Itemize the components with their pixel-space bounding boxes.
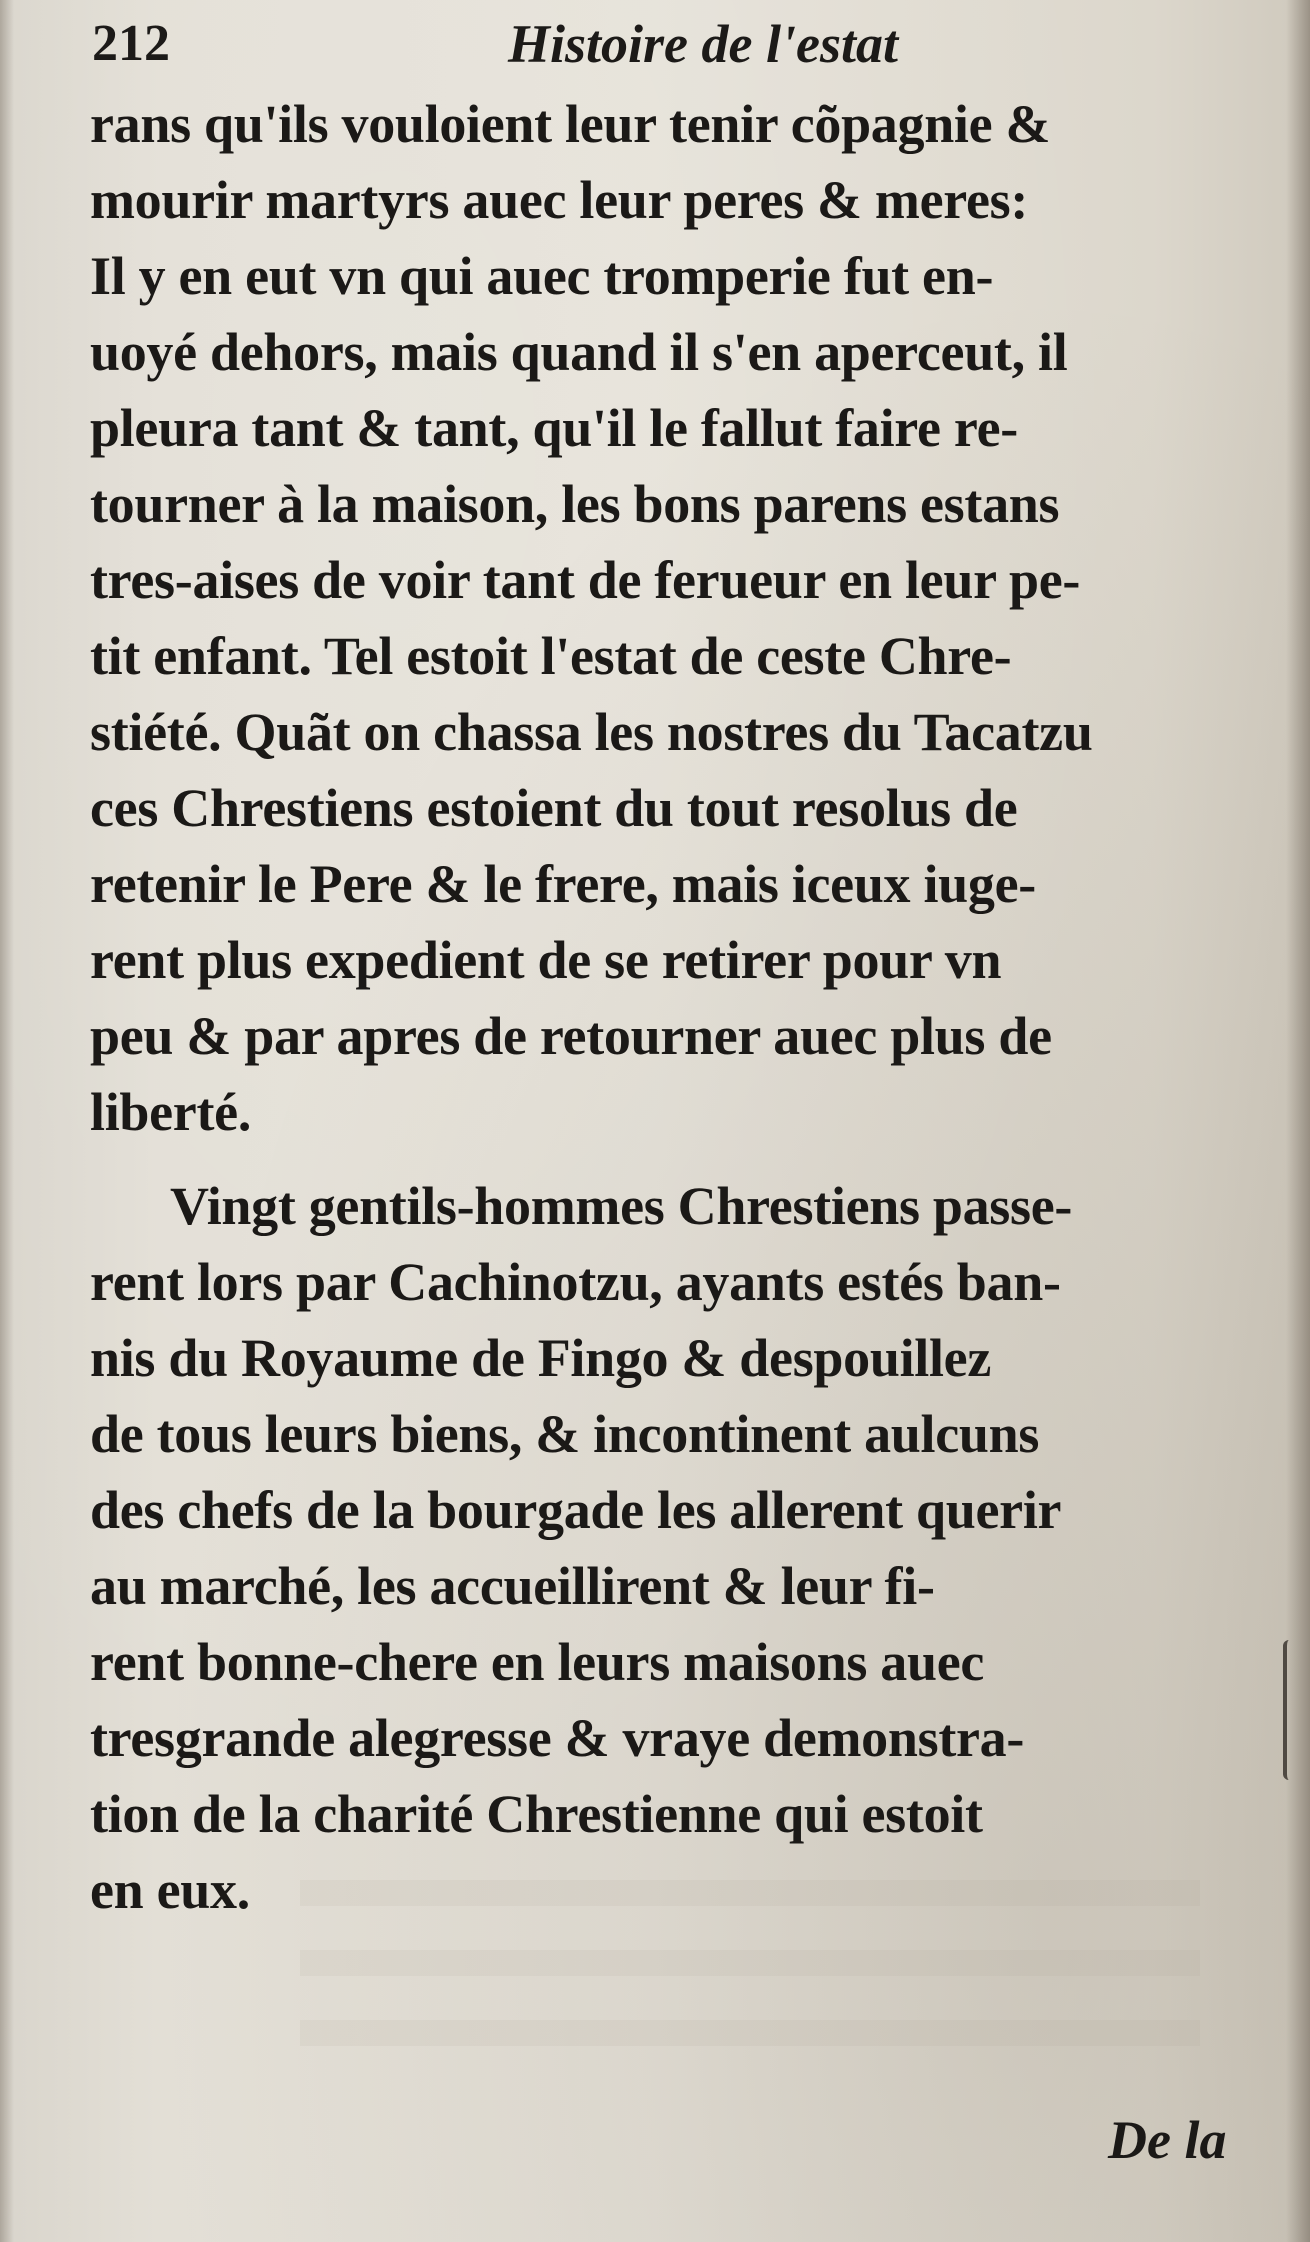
running-title: Histoire de l'estat — [508, 14, 898, 74]
text-line: peu & par apres de retourner auec plus de — [90, 1006, 1052, 1066]
text-line: tion de la charité Chrestienne qui estoit — [90, 1784, 983, 1844]
text-line: Il y en eut vn qui auec tromperie fut en- — [90, 246, 994, 306]
text-line: liberté. — [90, 1082, 252, 1142]
paragraph-spacer — [90, 1150, 1270, 1168]
text-line: rans qu'ils vouloient leur tenir cõpagnie & — [90, 94, 1051, 154]
margin-stain — [1283, 1640, 1295, 1780]
text-line: tresgrande alegresse & vraye demonstra- — [90, 1708, 1025, 1768]
text-line: nis du Royaume de Fingo & despouillez — [90, 1328, 992, 1388]
text-line: mourir martyrs auec leur peres & meres: — [90, 170, 1029, 230]
body-text — [90, 86, 1270, 1928]
text-line: stiété. Quãt on chassa les nostres du Tacatzu — [90, 702, 1093, 762]
page-header — [88, 12, 1248, 76]
paragraph-1 — [90, 86, 1270, 1150]
text-line: tourner à la maison, les bons parens estans — [90, 474, 1060, 534]
catchword: De la — [1108, 2110, 1227, 2170]
text-line: des chefs de la bourgade les allerent querir — [90, 1480, 1062, 1540]
text-line-indented: Vingt gentils-hommes Chrestiens passe- — [170, 1176, 1073, 1236]
page-gutter-shadow — [0, 0, 14, 2242]
text-line: pleura tant & tant, qu'il le fallut faire re- — [90, 398, 1018, 458]
page-edge-shadow — [1286, 0, 1310, 2242]
text-line: rent lors par Cachinotzu, ayants estés ban- — [90, 1252, 1061, 1312]
text-line: uoyé dehors, mais quand il s'en aperceut, il — [90, 322, 1068, 382]
page-number: 212 — [92, 15, 170, 72]
text-line: retenir le Pere & le frere, mais iceux iuge- — [90, 854, 1036, 914]
text-line: ces Chrestiens estoient du tout resolus de — [90, 778, 1018, 838]
text-line: au marché, les accueillirent & leur fi- — [90, 1556, 935, 1616]
paragraph-2 — [90, 1168, 1270, 1928]
text-line: rent bonne-chere en leurs maisons auec — [90, 1632, 985, 1692]
text-line: tres-aises de voir tant de ferueur en leur pe- — [90, 550, 1081, 610]
text-line: de tous leurs biens, & incontinent aulcuns — [90, 1404, 1040, 1464]
text-line: rent plus expedient de se retirer pour vn — [90, 930, 1002, 990]
text-line: en eux. — [90, 1860, 250, 1920]
text-line: tit enfant. Tel estoit l'estat de ceste Chre- — [90, 626, 1012, 686]
